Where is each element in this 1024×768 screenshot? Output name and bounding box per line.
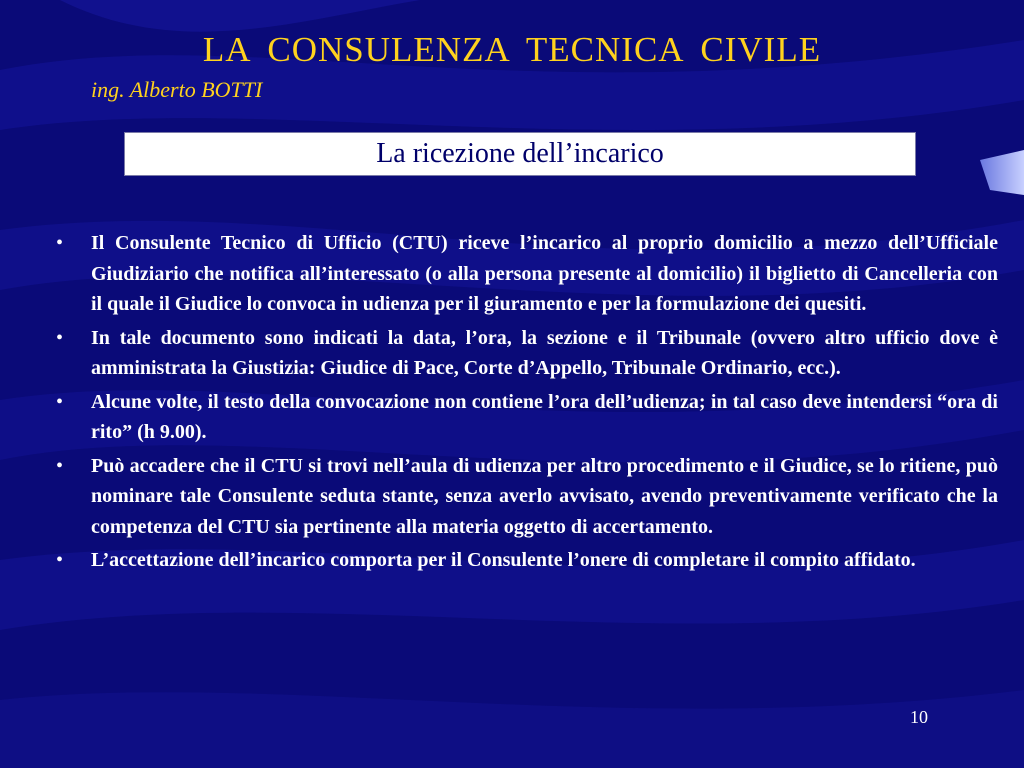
author-name: ing. Alberto BOTTI bbox=[91, 77, 263, 102]
list-item-text: Alcune volte, il testo della convocazione non contiene l’ora dell’udienza; in tal caso deve intendersi “ora di rito” (h 9.00). bbox=[91, 390, 998, 443]
bullet-icon: • bbox=[56, 454, 64, 477]
list-item-text: Il Consulente Tecnico di Ufficio (CTU) riceve l’incarico al proprio domicilio a mezzo dell’Ufficiale Giudiziario che notifica all’interessato (o alla persona presente al domicilio) il biglietto di Cancelleria con il quale il Giudice lo convoca in udienza per il giuramento e per la formulazione dei quesiti. bbox=[91, 232, 998, 315]
bullet-icon: • bbox=[56, 549, 64, 571]
bullet-icon: • bbox=[56, 390, 64, 413]
bullet-list bbox=[56, 228, 998, 579]
page-number: 10 bbox=[910, 707, 928, 727]
bullet-icon: • bbox=[56, 326, 64, 349]
slide-title: LA CONSULENZA TECNICA CIVILE bbox=[202, 30, 822, 69]
list-item-text: L’accettazione dell’incarico comporta per il Consulente l’onere di completare il compito affidato. bbox=[91, 549, 916, 571]
list-item bbox=[56, 387, 998, 448]
list-item-text: In tale documento sono indicati la data, l’ora, la sezione e il Tribunale (ovvero altro ufficio dove è amministrata la Giustizia: Giudice di Pace, Corte d’Appello, Tribunale Ordinario, ecc.). bbox=[91, 326, 998, 379]
list-item bbox=[56, 323, 998, 384]
bullet-icon: • bbox=[56, 232, 64, 254]
list-item bbox=[56, 545, 998, 576]
list-item bbox=[56, 451, 998, 543]
list-item-text: Può accadere che il CTU si trovi nell’aula di udienza per altro procedimento e il Giudice, se lo ritiene, può nominare tale Consulente seduta stante, senza averlo avvisato, avendo preventivamente verificato che la competenza del CTU sia pertinente alla materia oggetto di accertamento. bbox=[91, 454, 998, 538]
section-heading: La ricezione dell’incarico bbox=[124, 132, 916, 176]
list-item bbox=[56, 228, 998, 320]
